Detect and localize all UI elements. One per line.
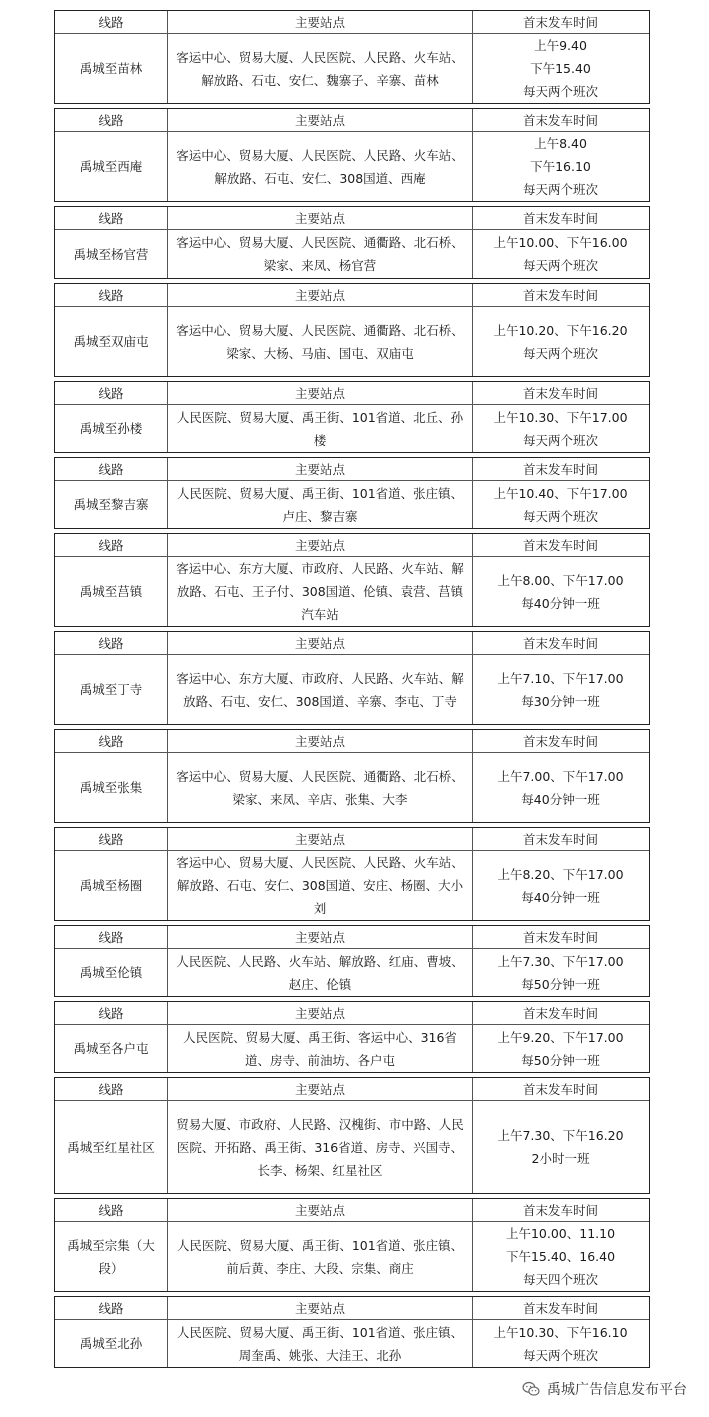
header-time: 首末发车时间	[522, 1005, 598, 1021]
time-line: 每天两个班次	[522, 1347, 598, 1363]
time-cell	[473, 34, 648, 103]
header-row	[55, 1078, 649, 1101]
time-line: 每30分钟一班	[521, 693, 600, 709]
route-name-cell	[55, 481, 168, 528]
header-row	[55, 534, 649, 557]
time-line: 每天两个班次	[522, 345, 598, 361]
time-line: 每天四个班次	[522, 1272, 598, 1287]
header-time: 首末发车时间	[522, 112, 598, 128]
route-block	[54, 631, 650, 725]
time-line: 下午15.40、16.40	[505, 1249, 616, 1264]
header-row	[55, 207, 649, 230]
route-row	[55, 949, 649, 996]
time-line: 上午10.00、下午16.00	[493, 235, 628, 250]
header-time: 首末发车时间	[522, 831, 598, 847]
route-name: 禹城至各户屯	[73, 1041, 149, 1056]
route-row	[55, 655, 649, 724]
header-row	[55, 1199, 649, 1222]
header-stops: 主要站点	[168, 828, 473, 850]
watermark	[521, 1379, 687, 1399]
time-line: 每50分钟一班	[521, 1052, 600, 1068]
time-line: 上午8.20、下午17.00	[497, 866, 624, 882]
stops-cell	[168, 34, 473, 103]
stops-cell	[168, 655, 473, 724]
header-route: 线路	[55, 109, 168, 131]
route-name: 禹城至苗林	[79, 61, 143, 76]
stops-cell	[168, 132, 473, 201]
route-name-cell	[55, 230, 168, 278]
time-cell	[473, 405, 648, 452]
stops-text: 客运中心、贸易大厦、人民医院、人民路、火车站、解放路、石屯、安仁、308国道、安庄、杨圈、大小刘	[176, 855, 464, 916]
stops-text: 人民医院、贸易大厦、禹王街、101省道、北丘、孙楼	[176, 409, 464, 448]
header-route: 线路	[55, 730, 168, 752]
header-stops: 主要站点	[168, 1297, 473, 1319]
route-name: 禹城至黎吉寨	[73, 497, 149, 512]
header-row	[55, 730, 649, 753]
time-line: 上午7.30、下午17.00	[497, 953, 624, 969]
stops-text: 人民医院、贸易大厦、禹王街、101省道、张庄镇、卢庄、黎吉寨	[176, 485, 464, 524]
time-line: 上午10.30、下午16.10	[493, 1324, 628, 1340]
time-cell	[473, 753, 648, 822]
route-row	[55, 1101, 649, 1193]
time-cell	[473, 1101, 648, 1193]
header-stops: 主要站点	[168, 1199, 473, 1221]
header-route: 线路	[55, 1078, 168, 1100]
header-route: 线路	[55, 1002, 168, 1024]
route-block	[54, 533, 650, 627]
header-time: 首末发车时间	[522, 1081, 598, 1097]
header-route: 线路	[55, 1297, 168, 1319]
route-row	[55, 307, 649, 376]
header-stops: 主要站点	[168, 632, 473, 654]
header-stops: 主要站点	[168, 1002, 473, 1024]
header-route: 线路	[55, 284, 168, 306]
time-line: 每天两个班次	[522, 508, 598, 524]
route-row	[55, 557, 649, 626]
header-stops: 主要站点	[168, 730, 473, 752]
stops-cell	[168, 307, 473, 376]
route-name: 禹城至杨圈	[79, 878, 143, 893]
stops-text: 客运中心、东方大厦、市政府、人民路、火车站、解放路、石屯、王子付、308国道、伦镇、袁营、莒镇汽车站	[176, 561, 464, 622]
time-cell	[473, 132, 648, 201]
time-line: 上午7.30、下午16.20	[497, 1128, 624, 1143]
stops-cell	[168, 1222, 473, 1291]
time-line: 上午8.00、下午17.00	[497, 572, 624, 588]
header-row	[55, 11, 649, 34]
time-line: 每天两个班次	[522, 258, 598, 273]
header-time: 首末发车时间	[522, 635, 598, 651]
time-line: 每40分钟一班	[521, 595, 600, 611]
time-line: 上午10.30、下午17.00	[493, 409, 628, 425]
time-line: 每天两个班次	[522, 84, 598, 99]
stops-cell	[168, 230, 473, 278]
stops-text: 客运中心、贸易大厦、人民医院、通衢路、北石桥、梁家、来凤、辛店、张集、大李	[176, 768, 464, 807]
header-stops: 主要站点	[168, 207, 473, 229]
time-line: 上午8.40	[534, 136, 587, 151]
header-stops: 主要站点	[168, 1078, 473, 1100]
route-row	[55, 1222, 649, 1291]
time-line: 每40分钟一班	[521, 791, 600, 807]
header-time: 首末发车时间	[522, 1300, 598, 1316]
time-cell	[473, 230, 648, 278]
route-name-cell	[55, 949, 168, 996]
route-block	[54, 1198, 650, 1292]
stops-text: 贸易大厦、市政府、人民路、汉槐街、市中路、人民医院、开拓路、禹王街、316省道、房寺、兴国寺、长李、杨架、红星社区	[176, 1116, 464, 1178]
stops-text: 客运中心、贸易大厦、人民医院、人民路、火车站、解放路、石屯、安仁、魏寨子、辛寨、苗林	[176, 49, 464, 88]
time-line: 上午9.40	[534, 38, 587, 53]
route-name: 禹城至孙楼	[79, 421, 143, 436]
stops-cell	[168, 851, 473, 920]
time-cell	[473, 307, 648, 376]
header-stops: 主要站点	[168, 284, 473, 306]
route-row	[55, 753, 649, 822]
header-row	[55, 109, 649, 132]
time-line: 上午7.00、下午17.00	[497, 768, 624, 784]
time-line: 下午16.10	[530, 159, 591, 174]
time-cell	[473, 1320, 648, 1367]
header-route: 线路	[55, 1199, 168, 1221]
header-time: 首末发车时间	[522, 385, 598, 401]
time-line: 上午10.00、11.10	[505, 1226, 616, 1241]
time-line: 上午9.20、下午17.00	[497, 1029, 624, 1045]
header-stops: 主要站点	[168, 534, 473, 556]
route-block	[54, 108, 650, 202]
route-name: 禹城至红星社区	[67, 1139, 155, 1155]
header-stops: 主要站点	[168, 926, 473, 948]
time-cell	[473, 949, 648, 996]
header-stops: 主要站点	[168, 382, 473, 404]
header-route: 线路	[55, 382, 168, 404]
header-time: 首末发车时间	[522, 287, 598, 303]
stops-cell	[168, 1320, 473, 1367]
route-name-cell	[55, 1222, 168, 1291]
header-row	[55, 1297, 649, 1320]
stops-cell	[168, 949, 473, 996]
route-name: 禹城至西庵	[79, 159, 143, 174]
route-name-cell	[55, 132, 168, 201]
stops-text: 客运中心、贸易大厦、人民医院、通衢路、北石桥、梁家、大杨、马庙、国屯、双庙屯	[176, 322, 464, 361]
header-time: 首末发车时间	[522, 733, 598, 749]
header-row	[55, 382, 649, 405]
time-cell	[473, 1025, 648, 1072]
route-row	[55, 230, 649, 278]
time-line: 每50分钟一班	[521, 976, 600, 992]
route-block	[54, 457, 650, 529]
route-name-cell	[55, 1320, 168, 1367]
route-row	[55, 34, 649, 103]
bus-schedule-table	[54, 10, 650, 1372]
route-block	[54, 1001, 650, 1073]
stops-cell	[168, 1101, 473, 1193]
time-line: 2小时一班	[531, 1151, 590, 1166]
time-cell	[473, 481, 648, 528]
header-time: 首末发车时间	[522, 1202, 598, 1218]
header-time: 首末发车时间	[522, 14, 598, 30]
route-block	[54, 729, 650, 823]
stops-cell	[168, 481, 473, 528]
header-row	[55, 284, 649, 307]
route-block	[54, 827, 650, 921]
wechat-icon	[521, 1379, 541, 1399]
header-time: 首末发车时间	[522, 210, 598, 226]
route-row	[55, 132, 649, 201]
header-stops: 主要站点	[168, 11, 473, 33]
header-route: 线路	[55, 926, 168, 948]
header-row	[55, 926, 649, 949]
route-row	[55, 851, 649, 920]
stops-text: 客运中心、贸易大厦、人民医院、通衢路、北石桥、梁家、来凤、杨官营	[176, 235, 464, 273]
stops-text: 人民医院、人民路、火车站、解放路、红庙、曹坡、赵庄、伦镇	[176, 953, 464, 992]
header-route: 线路	[55, 207, 168, 229]
stops-text: 客运中心、贸易大厦、人民医院、人民路、火车站、解放路、石屯、安仁、308国道、西庵	[176, 147, 464, 186]
stops-cell	[168, 1025, 473, 1072]
stops-text: 人民医院、贸易大厦、禹王街、101省道、张庄镇、周奎禹、姚张、大洼王、北孙	[176, 1324, 464, 1363]
route-block	[54, 1296, 650, 1368]
route-block	[54, 381, 650, 453]
stops-cell	[168, 753, 473, 822]
route-block	[54, 10, 650, 104]
header-route: 线路	[55, 458, 168, 480]
route-name: 禹城至宗集（大段）	[67, 1237, 155, 1276]
route-name: 禹城至莒镇	[79, 584, 143, 599]
route-name-cell	[55, 1101, 168, 1193]
route-name-cell	[55, 1025, 168, 1072]
route-name-cell	[55, 34, 168, 103]
time-line: 上午7.10、下午17.00	[497, 670, 624, 686]
route-row	[55, 1025, 649, 1072]
route-name: 禹城至杨官营	[73, 246, 149, 262]
route-name: 禹城至北孙	[79, 1336, 143, 1351]
header-row	[55, 458, 649, 481]
header-time: 首末发车时间	[522, 461, 598, 477]
time-line: 上午10.20、下午16.20	[493, 322, 628, 338]
stops-text: 客运中心、东方大厦、市政府、人民路、火车站、解放路、石屯、安仁、308国道、辛寨、李屯、丁寺	[176, 670, 464, 709]
route-row	[55, 1320, 649, 1367]
stops-text: 人民医院、贸易大厦、禹王街、客运中心、316省道、房寺、前油坊、各户屯	[183, 1029, 457, 1068]
route-block	[54, 925, 650, 997]
route-name: 禹城至丁寺	[79, 682, 143, 697]
time-line: 每40分钟一班	[521, 889, 600, 905]
route-block	[54, 1077, 650, 1194]
stops-cell	[168, 405, 473, 452]
watermark-text: 禹城广告信息发布平台	[547, 1382, 687, 1398]
time-cell	[473, 655, 648, 724]
header-route: 线路	[55, 534, 168, 556]
time-line: 每天两个班次	[522, 432, 598, 448]
time-line: 下午15.40	[530, 61, 591, 76]
header-row	[55, 632, 649, 655]
route-name-cell	[55, 557, 168, 626]
stops-text: 人民医院、贸易大厦、禹王街、101省道、张庄镇、前后黄、李庄、大段、宗集、商庄	[176, 1237, 464, 1276]
route-block	[54, 283, 650, 377]
time-line: 每天两个班次	[522, 182, 598, 197]
route-name-cell	[55, 307, 168, 376]
route-name-cell	[55, 851, 168, 920]
time-line: 上午10.40、下午17.00	[493, 485, 628, 501]
header-route: 线路	[55, 11, 168, 33]
route-name-cell	[55, 405, 168, 452]
header-route: 线路	[55, 828, 168, 850]
route-name-cell	[55, 753, 168, 822]
header-stops: 主要站点	[168, 458, 473, 480]
time-cell	[473, 1222, 648, 1291]
header-stops: 主要站点	[168, 109, 473, 131]
time-cell	[473, 851, 648, 920]
header-time: 首末发车时间	[522, 537, 598, 553]
route-row	[55, 405, 649, 452]
route-name-cell	[55, 655, 168, 724]
route-name: 禹城至双庙屯	[73, 334, 149, 349]
header-row	[55, 828, 649, 851]
route-block	[54, 206, 650, 279]
route-name: 禹城至张集	[79, 780, 143, 795]
header-time: 首末发车时间	[522, 929, 598, 945]
header-row	[55, 1002, 649, 1025]
header-route: 线路	[55, 632, 168, 654]
route-name: 禹城至伦镇	[79, 965, 143, 980]
route-row	[55, 481, 649, 528]
time-cell	[473, 557, 648, 626]
stops-cell	[168, 557, 473, 626]
